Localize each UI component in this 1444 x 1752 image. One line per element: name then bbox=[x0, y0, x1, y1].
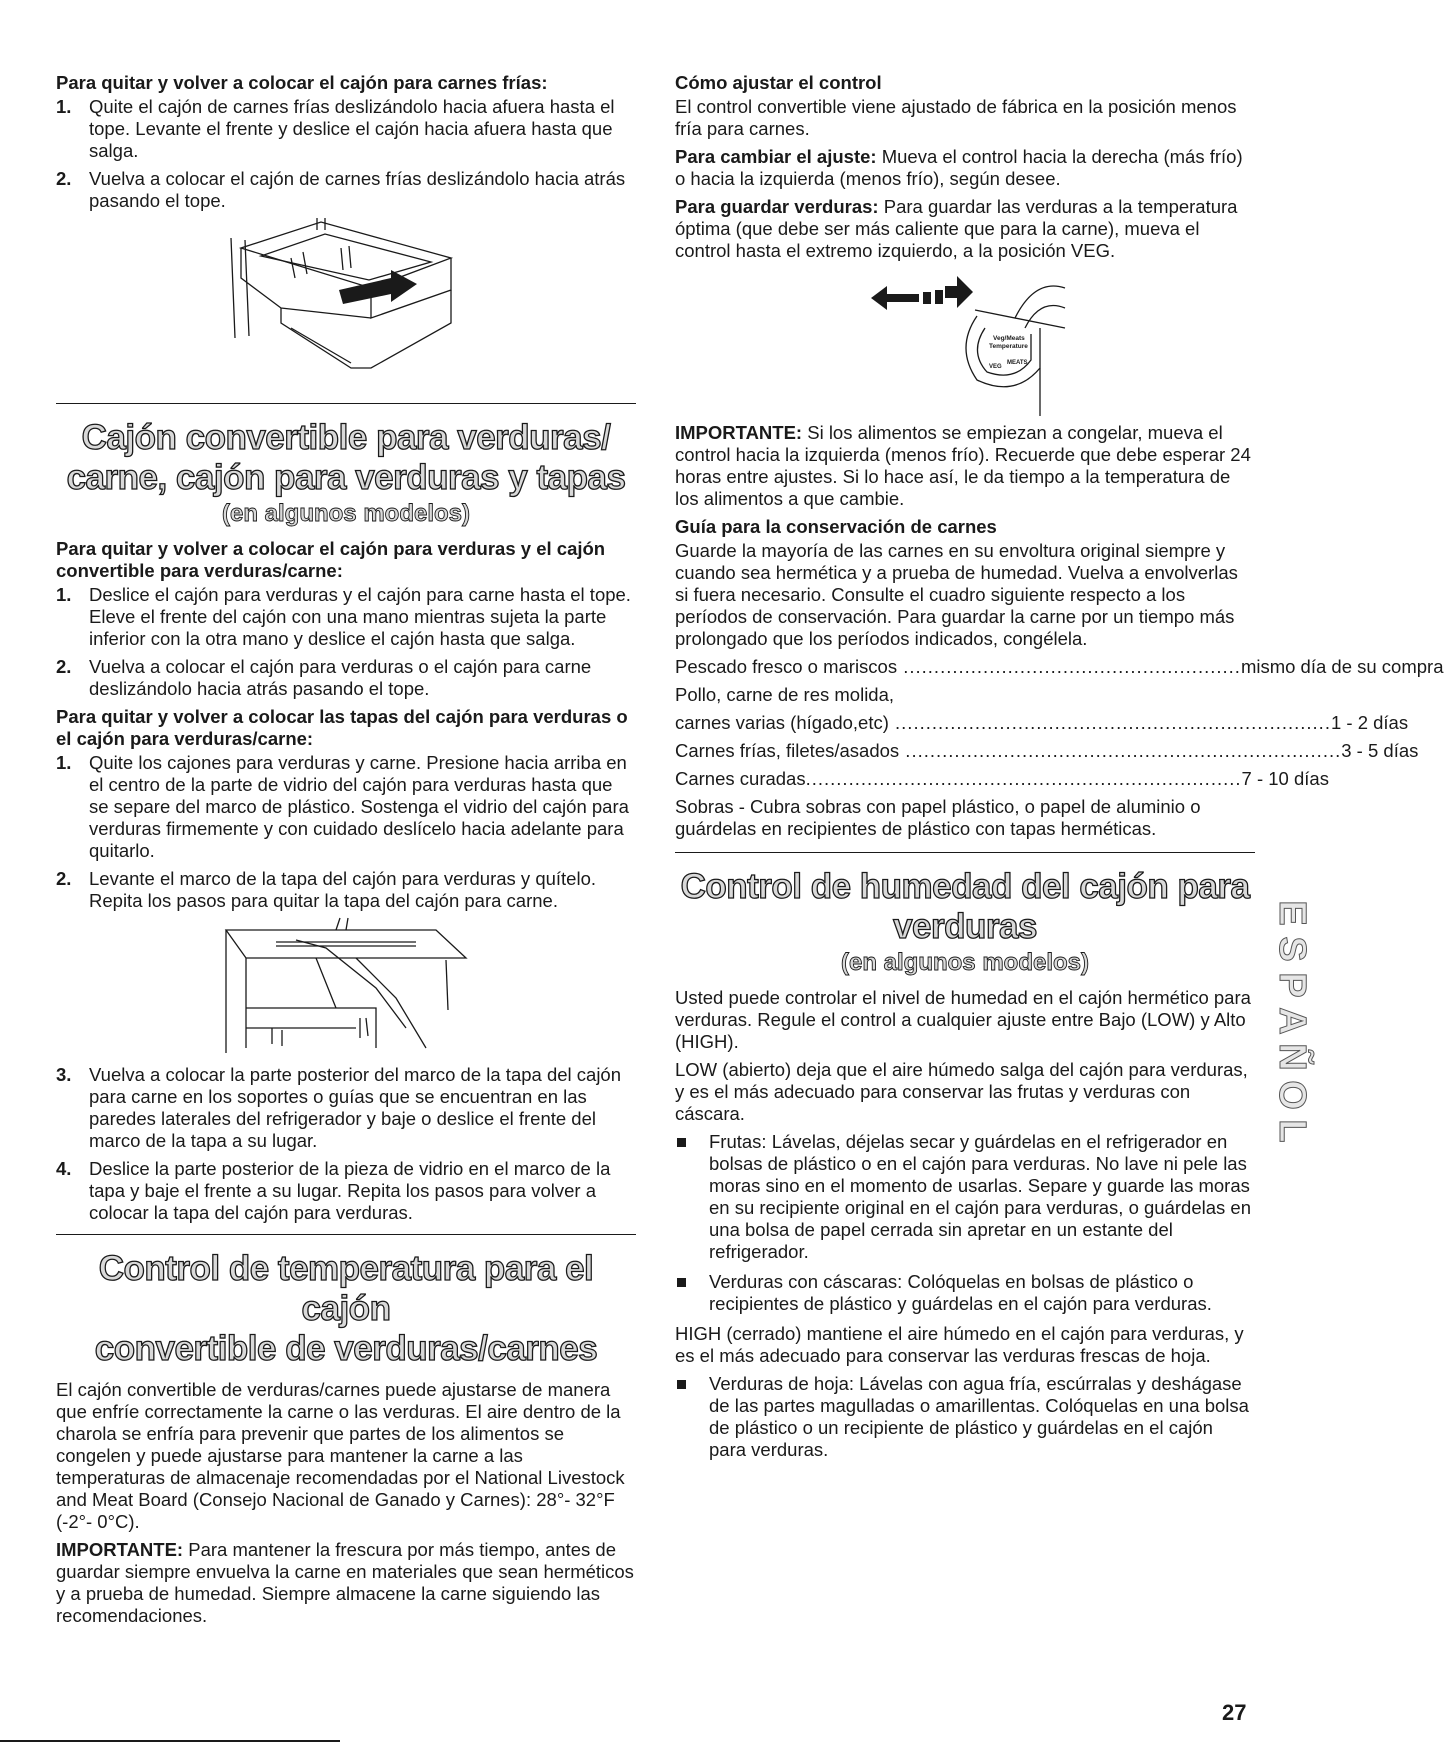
meat-drawer-steps bbox=[56, 96, 636, 212]
side-tab-letter: A bbox=[1271, 1007, 1313, 1035]
right-column bbox=[675, 72, 1444, 1469]
step-item: 1. Deslice el cajón para verduras y el cajón para carne hasta el tope. Eleve el frente del cajón con una mano mientras sujeta la parte inferior con la otra mano y deslice el cajón hasta que salga. bbox=[56, 584, 631, 649]
table-row: carnes varias (hígado,etc) ....................................................................... 1 - 2 días bbox=[675, 712, 1409, 733]
side-tab-letter: S bbox=[1271, 936, 1313, 962]
side-tab-letter: E bbox=[1271, 900, 1313, 926]
storage-table bbox=[675, 656, 1444, 790]
heading-meat-guide: Guía para la conservación de carnes bbox=[675, 516, 997, 537]
step-item: 4. Deslice la parte posterior de la pieza de vidrio en el marco de la tapa y baje el frente a su lugar. Repita los pasos para volver a colocar la tapa del cajón para verduras. bbox=[56, 1158, 611, 1223]
heading-adjust-control: Cómo ajustar el control bbox=[675, 72, 882, 93]
section-divider bbox=[56, 1234, 636, 1235]
step-item: 1. Quite los cajones para verduras y carne. Presione hacia arriba en el centro de la parte de vidrio del cajón para verduras hasta que se separe del marco de plástico. Sostenga el vidrio del cajón para verduras firmemente y con cuidado deslícelo hacia adelante para quitarlo. bbox=[56, 752, 629, 861]
important-paragraph: IMPORTANTE: Para mantener la frescura por más tiempo, antes de guardar siempre envuelva la carne en materiales que sean herméticos y a prueba de humedad. Siempre almacene la carne siguiendo las recomendaciones. bbox=[56, 1539, 634, 1626]
meat-drawer-illustration bbox=[221, 218, 471, 393]
dial-meats-label: MEATS bbox=[1007, 360, 1028, 366]
step-item: 1. Quite el cajón de carnes frías deslizándolo hacia afuera hasta el tope. Levante el frente y deslice el cajón hacia afuera hasta que salga. bbox=[56, 96, 615, 161]
step-item: 2. Vuelva a colocar el cajón para verduras o el cajón para carne deslizándolo hacia atrás pasando el tope. bbox=[56, 656, 592, 699]
drawer-cover-illustration bbox=[216, 918, 476, 1058]
temperature-dial-illustration bbox=[865, 268, 1065, 416]
side-tab-letter: Ñ bbox=[1271, 1043, 1313, 1071]
remove-drawers-steps bbox=[56, 584, 636, 700]
store-vegetables-paragraph: Para guardar verduras: Para guardar las verduras a la temperatura óptima (que debe ser más caliente que para la carne), mueva el control hasta el extremo izquierdo, a la posición VEG. bbox=[675, 196, 1238, 261]
humidity-paragraph: Usted puede controlar el nivel de humedad en el cajón hermético para verduras. Regule el control a cualquier ajuste entre Bajo (LOW) y Alto (HIGH). bbox=[675, 987, 1251, 1052]
low-bullets bbox=[675, 1131, 1255, 1315]
list-item: Verduras de hoja: Lávelas con agua fría, escúrralas y deshágase de las partes magulladas o amarillentas. Colóquelas en una bolsa de plástico o un recipiente de plástico y guárdelas en el cajón para verduras. bbox=[675, 1373, 1255, 1461]
footer-rule bbox=[0, 1740, 340, 1742]
table-row: Carnes frías, filetes/asados ....................................................................... 3 - 5 días bbox=[675, 740, 1419, 761]
list-item: Verduras con cáscaras: Colóquelas en bolsas de plástico o recipientes de plástico y guárdelas en el cajón para verduras. bbox=[675, 1271, 1255, 1315]
page-number: 27 bbox=[1222, 1700, 1247, 1725]
control-paragraph: El control convertible viene ajustado de fábrica en la posición menos fría para carnes. bbox=[675, 96, 1237, 139]
high-bullets bbox=[675, 1373, 1255, 1461]
low-paragraph: LOW (abierto) deja que el aire húmedo salga del cajón para verduras, y es el más adecuado para conservar las frutas y verduras con cáscara. bbox=[675, 1059, 1248, 1124]
heading-meat-drawer: Para quitar y volver a colocar el cajón para carnes frías: bbox=[56, 72, 548, 93]
temperature-paragraph: El cajón convertible de verduras/carnes puede ajustarse de manera que enfríe correctamente la carne o las verduras. El aire dentro de la charola se enfría para prevenir que partes de los alimentos se congelen y puede ajustarse para mantener la carne a las temperaturas de almacenaje recomendadas por el National Livestock and Meat Board (Consejo Nacional de Ganado y Carnes): 28°- 32°F (-2°- 0°C). bbox=[56, 1379, 625, 1532]
remove-covers-steps bbox=[56, 752, 636, 912]
section-divider bbox=[675, 852, 1255, 853]
dial-veg-label: VEG bbox=[989, 364, 1002, 370]
list-item: Frutas: Lávelas, déjelas secar y guárdelas en el refrigerador en bolsas de plástico o en el cajón para verduras. No lave ni pele las moras sino en el momento de usarlas. Separe y guarde las moras en su recipiente original en el cajón para verduras, o guárdelas en una bolsa de papel cerrada sin apretar en un estante del refrigerador. bbox=[675, 1131, 1255, 1263]
important-paragraph: IMPORTANTE: Si los alimentos se empiezan a congelar, mueva el control hacia la izquierda (menos frío). Recuerde que debe esperar 24 horas entre ajustes. Si lo hace así, le da tiempo a la temperatura de los alimentos a que cambie. bbox=[675, 422, 1251, 509]
table-row: Pescado fresco o mariscos ....................................................... mismo día de su compra bbox=[675, 656, 1444, 677]
dial-label: Temperature bbox=[989, 343, 1028, 350]
left-column bbox=[56, 72, 636, 1633]
step-item: 3. Vuelva a colocar la parte posterior del marco de la tapa del cajón para carne en los soportes o guías que se encuentran en las paredes laterales del refrigerador y baje o deslice el frente del marco de la tapa a su lugar. bbox=[56, 1064, 622, 1151]
table-row: Pollo, carne de res molida, bbox=[675, 684, 895, 705]
side-tab-letter: O bbox=[1271, 1080, 1313, 1110]
heading-remove-drawers: Para quitar y volver a colocar el cajón para verduras y el cajón convertible para verduras/carne: bbox=[56, 538, 606, 581]
section-title-crisper: Cajón convertible para verduras/ carne, cajón para verduras y tapas bbox=[66, 418, 626, 497]
step-item: 2. Levante el marco de la tapa del cajón para verduras y quítelo. Repita los pasos para quitar la tapa del cajón para carne. bbox=[56, 868, 597, 911]
side-tab-letter: P bbox=[1271, 972, 1313, 998]
heading-remove-covers: Para quitar y volver a colocar las tapas del cajón para verduras o el cajón para verduras/carne: bbox=[56, 706, 628, 749]
high-paragraph: HIGH (cerrado) mantiene el aire húmedo en el cajón para verduras, y es el más adecuado para conservar las verduras frescas de hoja. bbox=[675, 1323, 1244, 1366]
section-title-temperature: Control de temperatura para el cajón convertible de verduras/carnes bbox=[94, 1249, 598, 1368]
step-item: 2. Vuelva a colocar el cajón de carnes frías deslizándolo hacia atrás pasando el tope. bbox=[56, 168, 626, 211]
section-divider bbox=[56, 403, 636, 404]
dial-label: Veg/Meats bbox=[993, 335, 1025, 342]
language-tab-letters bbox=[1263, 900, 1325, 1169]
table-row: Carnes curadas ....................................................................... 7 - 10 días bbox=[675, 768, 1329, 789]
section-title-humidity: Control de humedad del cajón para verduras bbox=[680, 867, 1250, 946]
side-tab-letter: L bbox=[1271, 1119, 1313, 1143]
replace-covers-steps bbox=[56, 1064, 636, 1224]
meat-guide-paragraph: Guarde la mayoría de las carnes en su envoltura original siempre y cuando sea hermética y a prueba de humedad. Vuelva a envolverlas si fuera necesario. Consulte el cuadro siguiente respecto a los períodos de conservación. Para guardar la carne por un tiempo más prolongado que los períodos indicados, congélela. bbox=[675, 540, 1238, 649]
leftovers-paragraph: Sobras - Cubra sobras con papel plástico, o papel de aluminio o guárdelas en recipientes de plástico con tapas herméticas. bbox=[675, 796, 1201, 839]
language-side-tab bbox=[1263, 900, 1325, 1169]
section-subtitle: (en algunos modelos) bbox=[221, 500, 470, 527]
section-subtitle: (en algunos modelos) bbox=[840, 949, 1089, 976]
change-setting-paragraph: Para cambiar el ajuste: Mueva el control hacia la derecha (más frío) o hacia la izquierda (menos frío), según desee. bbox=[675, 146, 1243, 189]
